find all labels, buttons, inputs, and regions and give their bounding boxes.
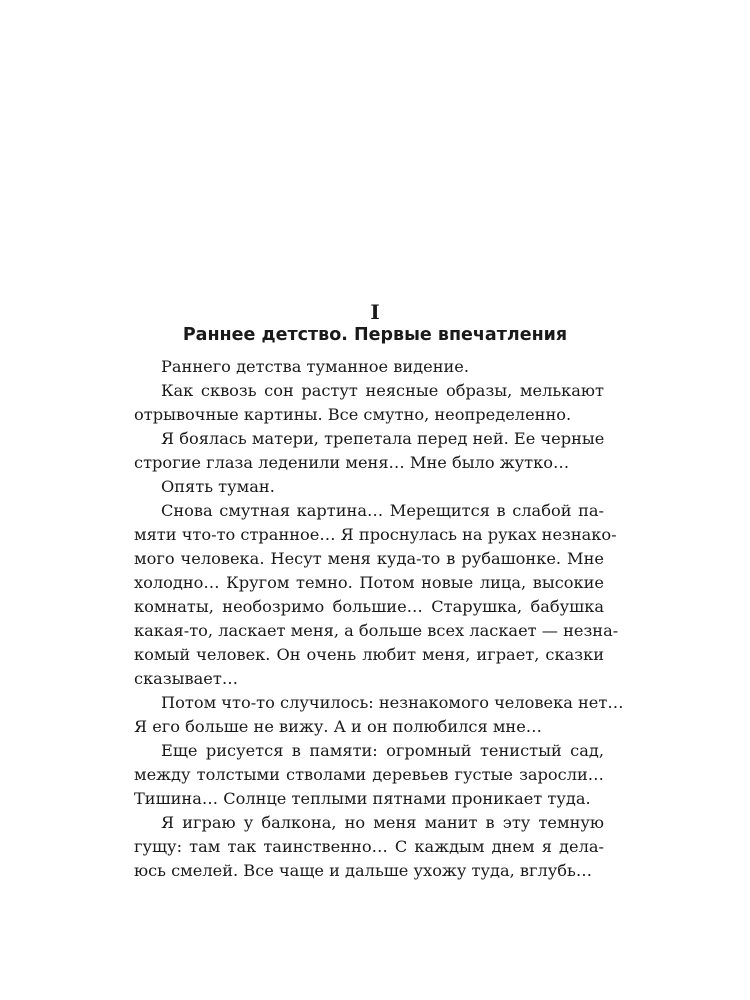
text-line: Потом что-то случилось: незнакомого человека нет… [161,693,624,712]
paragraph [134,475,604,499]
text-line: строгие глаза леденили меня… Мне было жутко… [134,453,570,472]
text-line: Я его больше не вижу. А и он полюбился мне… [134,717,542,736]
paragraph [134,499,619,691]
paragraph [134,691,624,739]
text-line: Еще рисуется в памяти: огромный тенистый сад, [161,741,604,760]
text-line: сказывает… [134,669,239,688]
text-line: холодно… Кругом темно. Потом новые лица, высокие [134,573,604,592]
chapter-numeral: I [370,300,380,324]
text-line: Снова смутная картина… Мерещится в слабой па- [161,501,604,520]
chapter-title: Раннее детство. Первые впечатления [182,325,568,345]
paragraph [134,379,604,427]
text-line: Тишина… Солнце теплыми пятнами проникает туда. [134,789,591,808]
text-line: Я играю у балкона, но меня манит в эту темную [161,813,604,832]
text-line: комнаты, необозримо большие… Старушка, бабушка [134,597,604,616]
text-line: мого человека. Несут меня куда-то в рубашонке. Мне [134,549,604,568]
text-line: Как сквозь сон растут неясные образы, мелькают [161,381,604,400]
paragraph [134,739,604,811]
paragraph [134,811,604,883]
text-line: между толстыми стволами деревьев густые заросли… [134,765,604,784]
text-line: отрывочные картины. Все смутно, неопределенно. [134,405,572,424]
text-line: мяти что-то странное… Я проснулась на руках незнако- [134,525,617,544]
text-line: Я боялась матери, трепетала перед ней. Ее черные [161,429,605,448]
text-line: юсь смелей. Все чаще и дальше ухожу туда, вглубь… [134,861,593,880]
text-line: гущу: там так таинственно… С каждым днем я дела- [134,837,604,856]
text-line: Раннего детства туманное видение. [161,357,470,376]
text-line: комый человек. Он очень любит меня, играет, сказки [134,645,604,664]
body-text [134,355,624,883]
text-line: Опять туман. [161,477,275,496]
text-line: какая-то, ласкает меня, а больше всех ласкает — незна- [134,621,619,640]
paragraph [134,427,604,475]
paragraph [134,355,604,379]
